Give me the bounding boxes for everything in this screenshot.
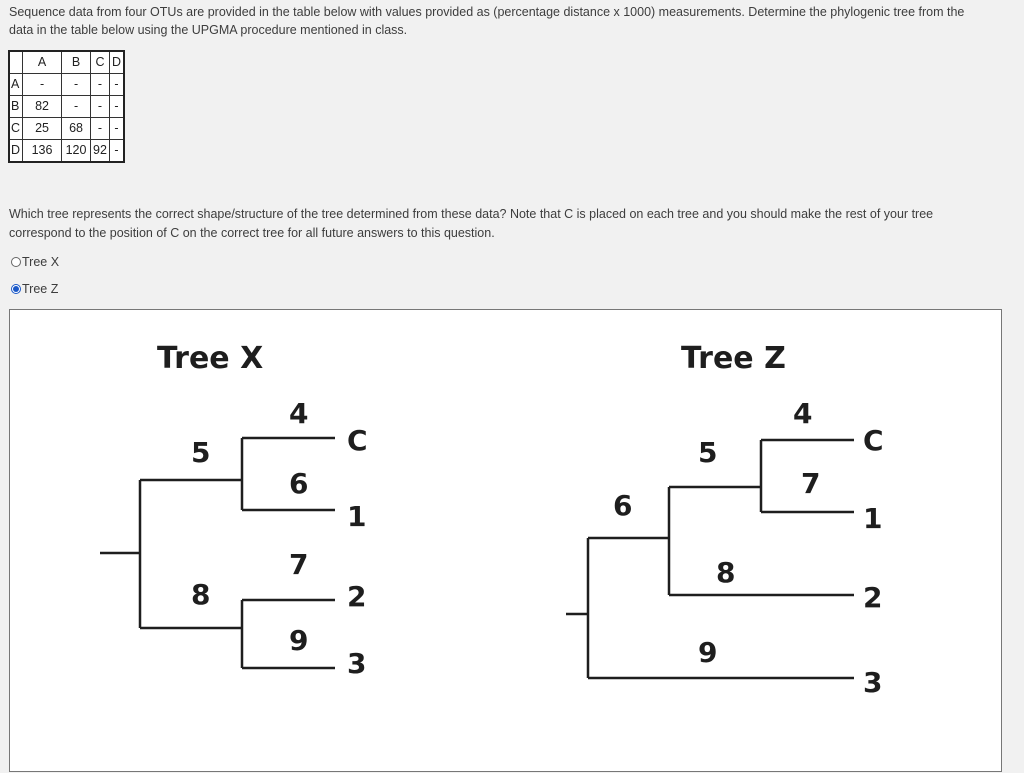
tree-z-title: Tree Z — [681, 341, 786, 376]
option-label-tree-x: Tree X — [22, 255, 60, 269]
tree-x-tip-label: 2 — [347, 580, 367, 613]
table-cell: - — [91, 96, 110, 118]
table-cell: - — [91, 118, 110, 140]
tree-x-branch-label: 7 — [289, 548, 309, 581]
tree-z-branch-label: 4 — [793, 397, 813, 430]
tree-x-branch-label: 5 — [191, 436, 211, 469]
table-row — [9, 118, 124, 140]
table-header-row — [9, 51, 124, 74]
radio-tree-z[interactable] — [11, 284, 21, 294]
row-header-d: D — [9, 140, 23, 163]
table-cell: - — [109, 96, 124, 118]
tree-x-title: Tree X — [157, 341, 264, 376]
tree-z-tip-label: 3 — [863, 666, 883, 699]
table-cell: 92 — [91, 140, 110, 163]
table-cell: - — [109, 118, 124, 140]
row-header-c: C — [9, 118, 23, 140]
tree-x-branch-label: 8 — [191, 578, 211, 611]
tree-x — [100, 341, 368, 680]
tree-diagram — [10, 310, 1001, 771]
table-cell: - — [62, 96, 91, 118]
tree-z-tip-label: 2 — [863, 581, 883, 614]
table-row — [9, 74, 124, 96]
column-header-b: B — [62, 51, 91, 74]
table-cell: - — [23, 74, 62, 96]
option-tree-x[interactable] — [11, 255, 59, 269]
table-cell: 25 — [23, 118, 62, 140]
table-row — [9, 96, 124, 118]
tree-x-branch-label: 4 — [289, 397, 309, 430]
tree-diagram-image — [9, 309, 1002, 772]
tree-x-branch-label: 6 — [289, 467, 309, 500]
tree-x-tip-label: 3 — [347, 647, 367, 680]
question-line-1: Which tree represents the correct shape/structure of the tree determined from these data? Note that C is placed on each tree and you should make the rest of your tree — [9, 207, 934, 221]
tree-x-tip-label: C — [347, 424, 368, 457]
column-header-c: C — [91, 51, 110, 74]
option-tree-z[interactable] — [11, 282, 58, 296]
table-cell: 68 — [62, 118, 91, 140]
column-header-a: A — [23, 51, 62, 74]
problem-statement — [9, 3, 1009, 39]
table-cell: - — [62, 74, 91, 96]
problem-statement-line-1: Sequence data from four OTUs are provided in the table below with values provided as (percentage distance x 1000) measurements. Determine the phylogenic tree from the — [9, 5, 965, 19]
tree-z-tip-label: 1 — [863, 502, 883, 535]
tree-z-branch-label: 8 — [716, 556, 736, 589]
table-cell: - — [91, 74, 110, 96]
tree-z — [566, 341, 884, 699]
tree-z-branch-label: 7 — [801, 467, 821, 500]
distance-table — [8, 50, 125, 163]
column-header-d: D — [109, 51, 124, 74]
table-cell: - — [109, 74, 124, 96]
question-line-2: correspond to the position of C on the correct tree for all future answers to this question. — [9, 226, 495, 240]
tree-z-branch-label: 5 — [698, 436, 718, 469]
table-row — [9, 140, 124, 163]
tree-x-branch-label: 9 — [289, 624, 309, 657]
tree-x-tip-label: 1 — [347, 500, 367, 533]
option-label-tree-z: Tree Z — [22, 282, 59, 296]
table-cell: - — [109, 140, 124, 163]
tree-z-branch-label: 6 — [613, 489, 633, 522]
row-header-b: B — [9, 96, 23, 118]
question-text — [9, 205, 999, 243]
radio-tree-x[interactable] — [11, 257, 21, 267]
table-cell: 120 — [62, 140, 91, 163]
table-cell: 136 — [23, 140, 62, 163]
row-header-a: A — [9, 74, 23, 96]
table-corner-cell — [9, 51, 23, 74]
table-cell: 82 — [23, 96, 62, 118]
tree-z-branch-label: 9 — [698, 636, 718, 669]
problem-statement-line-2: data in the table below using the UPGMA procedure mentioned in class. — [9, 23, 408, 37]
tree-z-tip-label: C — [863, 424, 884, 457]
